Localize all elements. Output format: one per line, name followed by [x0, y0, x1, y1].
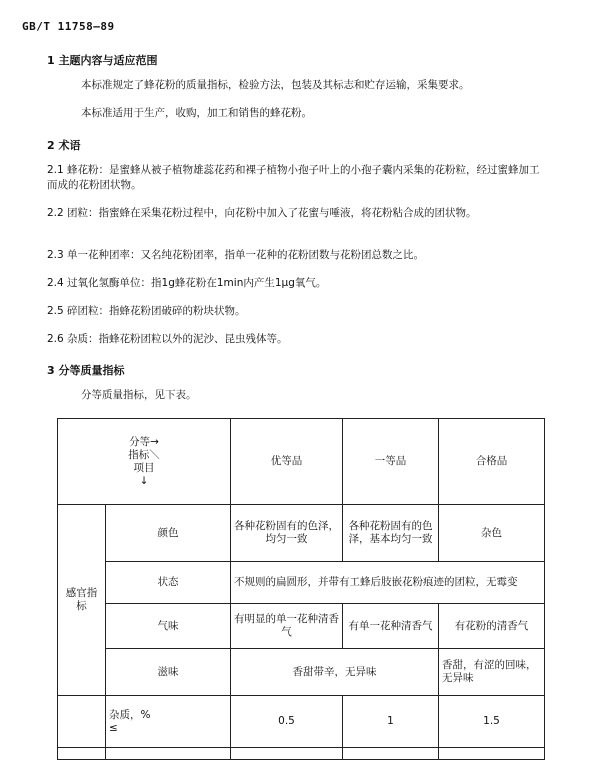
term-2-3: 2.3 单一花种团率：又名纯花粉团率，指单一花种的花粉团数与花粉团总数之比。 [47, 249, 425, 261]
impurity-premium: 0.5 [231, 696, 343, 748]
group-physchem-cell [58, 696, 106, 748]
table-row [58, 748, 545, 760]
row-label-smell: 气味 [106, 604, 231, 649]
shape-all-grades: 不规则的扁圆形，并带有工蜂后肢嵌花粉痕迹的团粒，无霉变 [231, 562, 545, 604]
term-2-2: 2.2 团粒：指蜜蜂在采集花粉过程中，向花粉中加入了花蜜与唾液，将花粉粘合成的团状物。 [47, 207, 477, 219]
table-row [58, 649, 545, 696]
section-3-paragraph: 分等质量指标，见下表。 [81, 389, 197, 401]
header-first-grade: 一等品 [343, 419, 439, 505]
group-sensory-indicators: 感官指标 [58, 505, 106, 696]
header-premium-grade: 优等品 [231, 419, 343, 505]
table-row [58, 505, 545, 562]
impurity-label: 杂质，% [109, 708, 151, 721]
section-3-title: 3 分等质量指标 [47, 364, 125, 377]
color-first: 各种花粉固有的色泽，基本均匀一致 [343, 505, 439, 562]
term-2-6: 2.6 杂质：指蜂花粉团粒以外的泥沙、昆虫残体等。 [47, 333, 288, 345]
table-row [58, 562, 545, 604]
taste-qualified: 香甜，有涩的回味，无异味 [439, 649, 545, 696]
term-2-4: 2.4 过氧化氢酶单位：指1g蜂花粉在1min内产生1μg氧气。 [47, 277, 327, 289]
diagonal-header-cell [58, 419, 231, 505]
header-qualified-grade: 合格品 [439, 419, 545, 505]
row-label-color: 颜色 [106, 505, 231, 562]
row-label-impurity [106, 696, 231, 748]
standard-code-header: GB/T 11758—89 [22, 20, 115, 33]
impurity-qualified: 1.5 [439, 696, 545, 748]
smell-qualified: 有花粉的清香气 [439, 604, 545, 649]
diag-header-grade: 分等→ [129, 435, 159, 448]
diag-header-indicator: 指标＼ [128, 448, 160, 461]
taste-premium-first: 香甜带辛，无异味 [231, 649, 439, 696]
color-qualified: 杂色 [439, 505, 545, 562]
impurity-comparator: ≤ [109, 721, 118, 734]
smell-premium: 有明显的单一花种清香气 [231, 604, 343, 649]
section-1-paragraph-2: 本标准适用于生产，收购，加工和销售的蜂花粉。 [81, 107, 312, 119]
quality-grade-table [57, 418, 545, 760]
section-1-paragraph-1: 本标准规定了蜂花粉的质量指标，检验方法，包装及其标志和贮存运输，采集要求。 [81, 79, 470, 91]
term-2-1: 2.1 蜂花粉：是蜜蜂从被子植物雄蕊花药和裸子植物小孢子叶上的小孢子囊内采集的花粉粒，经过蜜蜂加工而成的花粉团状物。 [47, 164, 540, 191]
color-premium: 各种花粉固有的色泽，均匀一致 [231, 505, 343, 562]
table-header-row [58, 419, 545, 505]
smell-first: 有单一花种清香气 [343, 604, 439, 649]
table-row [58, 696, 545, 748]
term-2-5: 2.5 碎团粒：指蜂花粉团破碎的粉块状物。 [47, 305, 246, 317]
impurity-first: 1 [343, 696, 439, 748]
diag-header-arrow: ↓ [139, 474, 149, 487]
table-row [58, 604, 545, 649]
section-2-title: 2 术语 [47, 139, 81, 152]
row-label-shape: 状态 [106, 562, 231, 604]
section-1-title: 1 主题内容与适应范围 [47, 54, 158, 67]
diag-header-item: 项目 [133, 461, 155, 474]
row-label-taste: 滋味 [106, 649, 231, 696]
